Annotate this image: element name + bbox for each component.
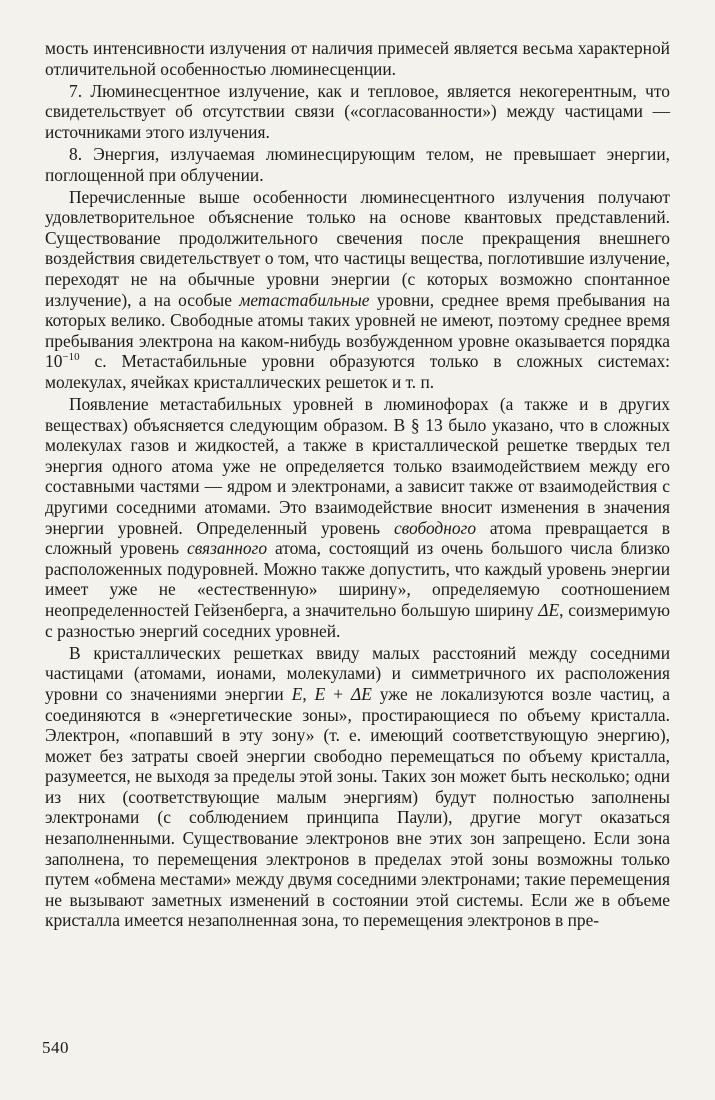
text-run: атома, состоящий из очень большого числа близко расположенных подуровней. Можно также допустить, что каждый уровень энергии имеет уже не «естественную» ширину», определяемую соотношением неопределенностей Гейзенберга, а значительно большую ширину	[45, 538, 670, 621]
text-run: Перечисленные выше особенности люминесцентного излучения получают удовлетворительное объяснение только на основе квантовых представлений. Существование продолжительного свечения после прекращения внешнего воздействия свидетельствует о том, что частицы вещества, поглотившие излучение, переходят не на обычные уровни энергии (с которых возможно спонтанное излучение), а на особые	[45, 186, 670, 310]
italic-term: ΔE	[538, 600, 560, 621]
page-number: 540	[42, 1038, 69, 1057]
text-run: ,	[302, 683, 315, 704]
superscript: −10	[62, 351, 80, 364]
text-run: с. Метастабильные уровни образуются только в сложных системах: молекулах, ячейках кристаллических решеток и т. п.	[45, 351, 670, 392]
italic-term: ΔE	[350, 683, 372, 704]
text-run: +	[325, 683, 351, 704]
text-run: 7. Люминесцентное излучение, как и тепловое, является некогерентным, что свидетельствует об отсутствии связи («согласованности») между частицами — источниками этого излучения.	[45, 80, 670, 142]
italic-term: метастабильные	[239, 289, 370, 310]
paragraph	[45, 81, 670, 143]
italic-term: E	[291, 683, 303, 704]
text-run: атома превращается в сложный уровень	[45, 517, 670, 559]
italic-term: связанного	[186, 538, 268, 559]
text-run: , соизмеримую с разностью энергий соседних уровней.	[45, 600, 670, 641]
text-run: В кристаллических решетках ввиду малых расстояний между соседними частицами (атомами, ионами, молекулами) и симметричного их расположения уровни со значениями энергии	[45, 642, 670, 704]
body-text	[45, 38, 670, 931]
text-run: уровни, среднее время пребывания на которых велико. Свободные атомы таких уровней не имеют, поэтому среднее время пребывания электрона на каком-нибудь возбужденном уровне оказывается порядка 10	[45, 289, 670, 372]
text-run: Появление метастабильных уровней в люминофорах (а также и в других веществах) объясняется следующим образом. В § 13 было указано, что в сложных молекулах газов и жидкостей, а также в кристаллической решетке твердых тел энергия одного атома уже не определяется только взаимодействием между его составными частями — ядром и электронами, а зависит также от взаимодействия с другими соседними атомами. Это взаимодействие вносит изменения в значения энергии уровней. Определенный уровень	[45, 394, 670, 538]
text-run: уже не локализуются возле частиц, а соединяются в «энергетические зоны», простирающиеся по объему кристалла. Электрон, «попавший в эту зону» (т. е. имеющий соответствующую энергию), может без затраты своей энергии свободно перемещаться по объему кристалла, разумеется, не выходя за пределы этой зоны. Таких зон может быть несколько; одни из них (соответствующие малым энергиям) будут полностью заполнены электронами (с соблюдением принципа Паули), другие могут оказаться незаполненными. Существование электронов вне этих зон запрещено. Если зона заполнена, то перемещения электронов в пределах этой зоны возможны только путем «обмена местами» между двумя соседними электронами; такие перемещения не вызывают заметных изменений в состоянии этой системы. Если же в объеме кристалла имеется незаполненная зона, то перемещения электронов в пре-	[45, 683, 671, 931]
text-run: мость интенсивности излучения от наличия примесей является весьма характерной отличительной особенностью люминесценции.	[45, 38, 670, 79]
paragraph	[45, 394, 670, 641]
paragraph	[45, 187, 670, 393]
italic-term: свободного	[393, 517, 477, 538]
italic-term: E	[314, 683, 326, 704]
paragraph	[45, 144, 670, 185]
text-run: 8. Энергия, излучаемая люминесцирующим телом, не превышает энергии, поглощенной при облучении.	[45, 143, 670, 185]
paragraph	[45, 38, 670, 79]
paragraph	[45, 643, 670, 931]
